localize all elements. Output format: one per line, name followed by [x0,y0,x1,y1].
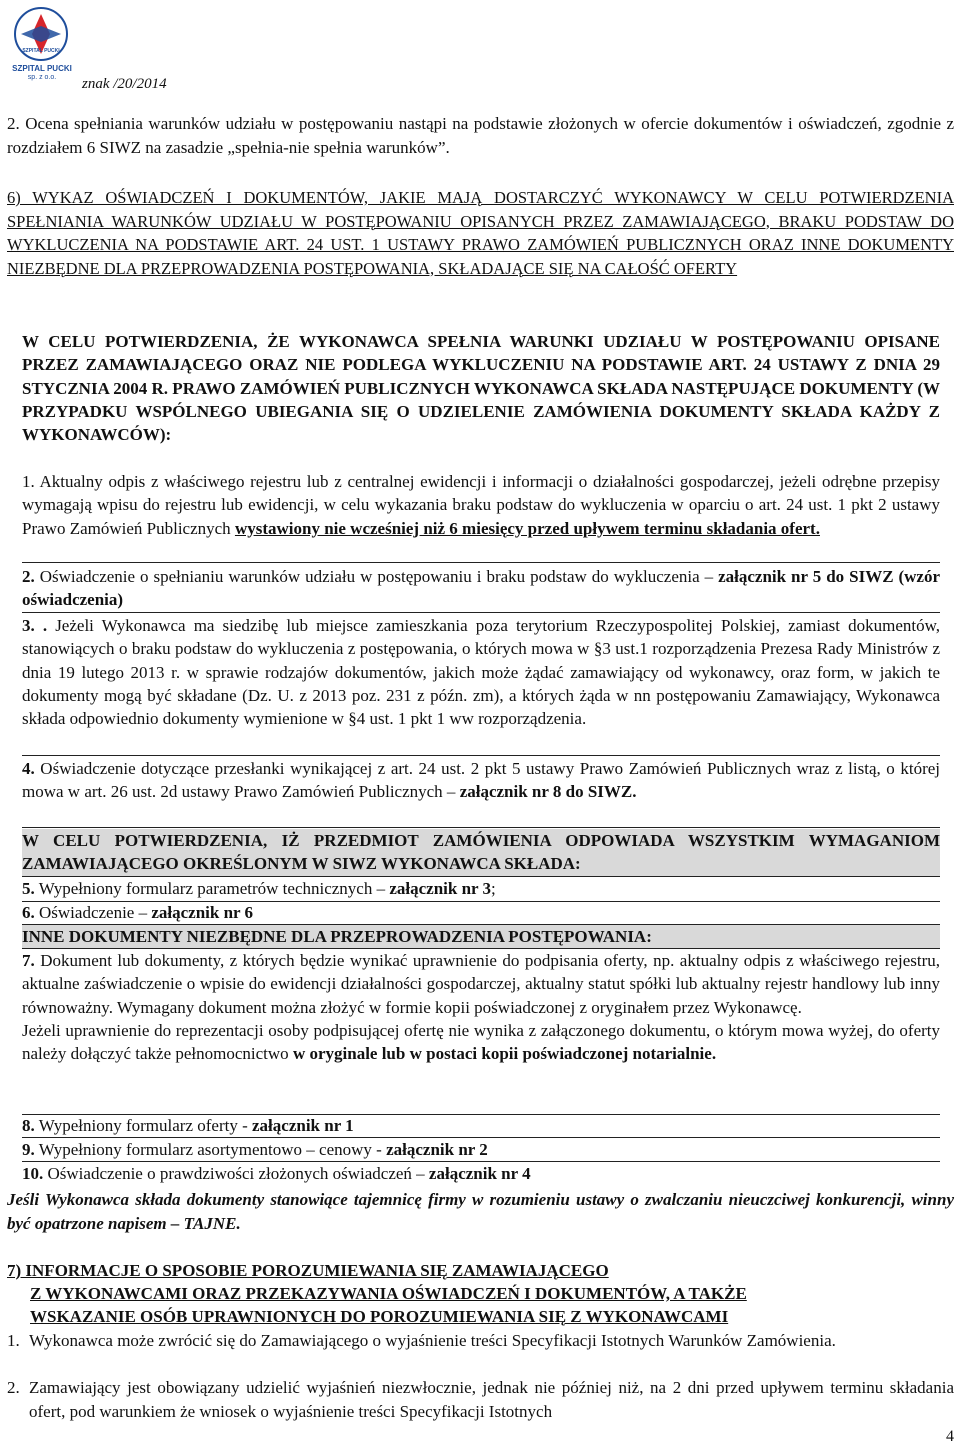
item-text: Wypełniony formularz asortymentowo – cenowy - [38,1140,382,1159]
list-item-5 [22,877,940,900]
item-text: Wypełniony formularz parametrów technicznych – [38,879,386,898]
item-text-2: Jeżeli uprawnienie do reprezentacji osoby podpisującej ofertę nie wynika z załączonego dokumentu, o którym mowa wyżej, do oferty należy dołączyć także pełnomocnictwo [22,1020,940,1064]
item-text: Zamawiający jest obowiązany udzielić wyjaśnień niezwłocznie, jednak nie później niż, na 2 dni przed upływem terminu składania ofert, pod warunkiem że wniosek o wyjaśnienie treści Specyfikacji Istotnych [29,1378,954,1421]
item-number: 4. [22,759,35,778]
item-number: 10. [22,1164,44,1183]
list-item-7 [22,949,940,1065]
section-6-heading: 6) WYKAZ OŚWIADCZEŃ I DOKUMENTÓW, JAKIE MAJĄ DOSTARCZYĆ WYKONAWCY W CELU POTWIERDZENIA SPEŁNIANIA WARUNKÓW UDZIAŁU W POSTĘPOWANIU OPISANYCH PRZEZ ZAMAWIAJĄCEGO, BRAKU PODSTAW DO WYKLUCZENIA NA PODSTAWIE ART. 24 UST. 1 USTAWY PRAWO ZAMÓWIEŃ PUBLICZNYCH ORAZ INNE DOKUMENTY NIEZBĘDNE DLA PRZEPROWADZENIA POSTĘPOWANIA, SKŁADAJĄCE SIĘ NA CAŁOŚĆ OFERTY [7,188,954,278]
item-emphasis: wystawiony nie wcześniej niż 6 miesięcy przed upływem terminu składania ofert. [234,518,820,538]
list-item-8 [22,1114,940,1137]
logo-subtitle: sp. z o.o. [27,74,57,81]
item-number: 8. [22,1116,35,1135]
divider [22,827,940,828]
item-emphasis: załącznik nr 2 [386,1140,488,1159]
item-text: Jeżeli Wykonawca ma siedzibę lub miejsce zamieszkania poza terytorium Rzeczypospolitej Polskiej, zamiast dokumentów, stanowiących o braku podstaw do wykluczenia z postępowania, o których mowa w §3 ust.1 rozporządzenia Prezesa Rady Ministrów z dnia 19 lutego 2013 r. w sprawie rodzajów dokumentów, jakich może żądać zamawiający od wykonawcy, oraz form, w jakich te dokumenty mogą być składane (Dz. U. z 2013 poz. 231 z późn. zm), a których żąda w nn postępowaniu Zamawiający, Wykonawca składa odpowiednio dokumenty wymienione w §4 ust. 1 pkt 1 ww rozporządzenia. [22,616,941,729]
box-heading-conditions: W CELU POTWIERDZENIA, ŻE WYKONAWCA SPEŁNIA WARUNKI UDZIAŁU W POSTĘPOWANIU OPISANE PRZEZ ZAMAWIAJĄCEGO ORAZ NIE PODLEGA WYKLUCZENIU NA PODSTAWIE ART. 24 USTAWY Z DNIA 29 STYCZNIA 2004 R. PRAWO ZAMÓWIEŃ PUBLICZNYCH WYKONAWCA SKŁADA NASTĘPUJĄCE DOKUMENTY (W PRZYPADKU WSPÓLNEGO UBIEGANIA SIĘ O UDZIELENIE ZAMÓWIENIA DOKUMENTY SKŁADA KAŻDY Z WYKONAWCÓW): [22,332,940,445]
list-item-3 [22,614,940,730]
item-emphasis: załącznik nr 5 do SIWZ (wzór oświadczenia) [22,567,941,610]
item-emphasis: załącznik nr 6 [151,903,254,922]
divider [22,562,940,563]
item-number: 3. . [22,616,48,635]
section-7-heading-line-2: Z WYKONAWCAMI ORAZ PRZEKAZYWANIA OŚWIADCZEŃ I DOKUMENTÓW, A TAKŻE [30,1284,747,1303]
document-reference: znak /20/2014 [82,76,167,92]
item-emphasis: w oryginale lub w postaci kopii poświadczonej notarialnie. [292,1044,717,1064]
item-number: 5. [22,879,35,898]
page-number: 4 [946,1428,954,1445]
confidentiality-note: Jeśli Wykonawca składa dokumenty stanowiące tajemnicę firmy w rozumieniu ustawy o zwalczaniu nieuczciwej konkurencji, winny być opatrzone napisem – TAJNE. [7,1190,954,1233]
section-7-heading-line-1: 7) INFORMACJE O SPOSOBIE POROZUMIEWANIA SIĘ ZAMAWIAJĄCEGO [7,1261,609,1280]
item-number: 2. [22,567,35,586]
divider [22,612,940,613]
item-text: Wypełniony formularz oferty - [38,1116,248,1135]
logo-title: SZPITAL PUCKI [12,64,72,73]
item-number: 1. [7,1331,20,1350]
section-7-item-2 [7,1376,954,1423]
item-text: Oświadczenie dotyczące przesłanki wynikającej z art. 24 ust. 2 pkt 5 ustawy Prawo Zamówień Publicznych wraz z listą, o której mowa w art. 26 ust. 2d ustawy Prawo Zamówień Publicznych – [22,759,940,802]
paragraph-evaluation: 2. Ocena spełniania warunków udziału w postępowaniu nastąpi na podstawie złożonych w ofercie dokumentów i oświadczeń, zgodnie z rozdziałem 6 SIWZ na zasadzie „spełnia-nie spełnia warunków”. [7,114,954,157]
list-item-1 [22,470,940,540]
heading-other-documents: INNE DOKUMENTY NIEZBĘDNE DLA PRZEPROWADZENIA POSTĘPOWANIA: [22,925,940,948]
item-text: Aktualny odpis z właściwego rejestru lub z centralnej ewidencji i informacji o działalności gospodarczej, jeżeli odrębne przepisy wymagają wpisu do rejestru lub ewidencji, w celu wykazania braku podstaw do wykluczenia w oparciu o art. 24 ust. 1 pkt 2 ustawy Prawo Zamówień Publicznych [22,472,940,538]
heading-product-conformity: W CELU POTWIERDZENIA, IŻ PRZEDMIOT ZAMÓWIENIA ODPOWIADA WSZYSTKIM WYMAGANIOM ZAMAWIAJĄCEGO OKREŚLONYM W SIWZ WYKONAWCA SKŁADA: [22,829,940,876]
item-number: 1. [22,472,35,491]
item-number: 9. [22,1140,35,1159]
item-text: Dokument lub dokumenty, z których będzie wynikać uprawnienie do podpisania oferty, np. aktualny odpis z właściwego rejestru, aktualne zaświadczenie o wpisie do ewidencji działalności gospodarczej, aktualny statut spółki lub aktualny rejestr handlowy lub inny równoważny. Wymagany dokument można złożyć w formie kopii poświadczonej z oryginałem przez Wykonawcę. [22,951,940,1017]
item-emphasis: załącznik nr 8 do SIWZ. [459,782,637,802]
divider [22,755,940,756]
item-text: Wykonawca może zwrócić się do Zamawiającego o wyjaśnienie treści Specyfikacji Istotnych Warunków Zamówienia. [29,1331,836,1350]
item-text: Oświadczenie – [39,903,148,922]
list-item-10 [22,1162,940,1185]
section-7-heading-line-3: WSKAZANIE OSÓB UPRAWNIONYCH DO POROZUMIEWANIA SIĘ Z WYKONAWCAMI [30,1307,729,1326]
item-text: Oświadczenie o spełnianiu warunków udziału w postępowaniu i braku podstaw do wykluczenia – [39,567,714,586]
hospital-logo [6,4,76,84]
item-number: 7. [22,951,35,970]
logo-ring-text: SZPITAL PUCKI [22,48,60,54]
section-7-item-1 [7,1329,954,1353]
list-item-4 [22,757,940,804]
item-number: 2. [7,1378,20,1397]
item-emphasis: załącznik nr 3 [389,879,492,898]
item-number: 6. [22,903,35,922]
item-emphasis: załącznik nr 4 [428,1164,531,1183]
list-item-9 [22,1138,940,1161]
list-item-6 [22,901,940,924]
item-tail: ; [491,879,496,898]
item-text: Oświadczenie o prawdziwości złożonych oświadczeń – [47,1164,425,1183]
list-item-2 [22,565,940,612]
item-emphasis: załącznik nr 1 [252,1116,354,1135]
